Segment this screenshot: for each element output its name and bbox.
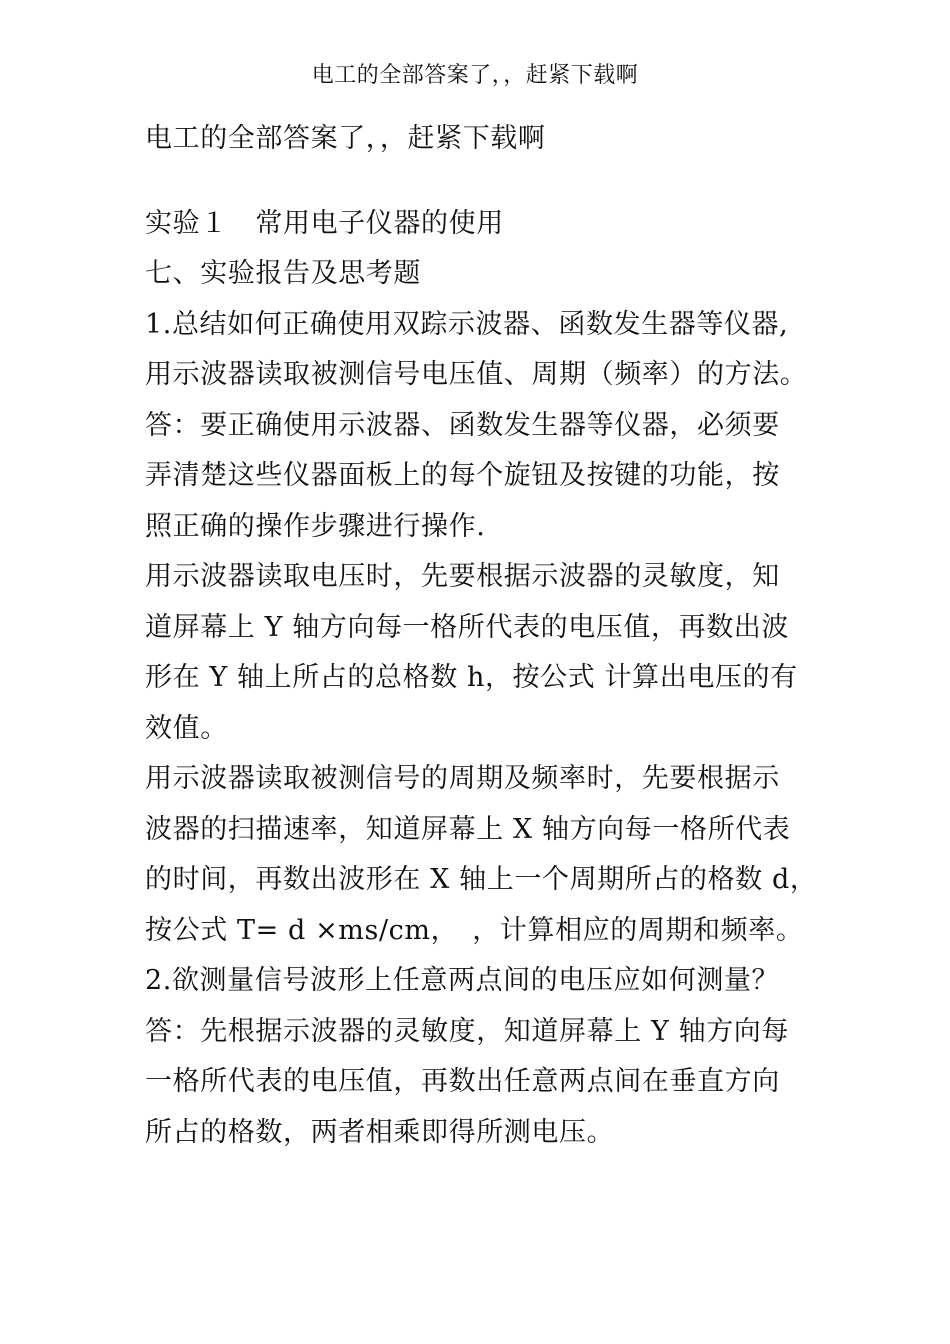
experiment-title: 实验１ 常用电子仪器的使用 (145, 207, 504, 239)
voltage-paragraph-line-1: 用示波器读取电压时，先要根据示波器的灵敏度，知 (145, 561, 780, 592)
period-paragraph-line-3: 的时间，再数出波形在 X 轴上一个周期所占的格数 d， (145, 864, 818, 895)
answer-2-line-3: 所占的格数，两者相乘即得所测电压。 (145, 1116, 615, 1148)
answer-2-line-2: 一格所代表的电压值，再数出任意两点间在垂直方向 (145, 1066, 780, 1097)
question-2: 2.欲测量信号波形上任意两点间的电压应如何测量？ (145, 965, 780, 996)
answer-1-line-2: 弄清楚这些仪器面板上的每个旋钮及按键的功能，按 (145, 460, 780, 491)
blank-spacer (145, 165, 815, 199)
answer-2-line-1: 答：先根据示波器的灵敏度，知道屏幕上 Y 轴方向每 (145, 1015, 789, 1047)
voltage-paragraph-line-3: 形在 Y 轴上所占的总格数 h，按公式 计算出电压的有 (145, 662, 798, 693)
period-paragraph-line-2: 波器的扫描速率，知道屏幕上 X 轴方向每一格所代表 (145, 813, 791, 845)
question-1-line-1: 1.总结如何正确使用双踪示波器、函数发生器等仪器, (145, 308, 789, 340)
section-heading: 七、实验报告及思考题 (145, 258, 421, 289)
page-header: 电工的全部答案了，，赶紧下载啊 (311, 63, 639, 88)
period-paragraph-line-4: 按公式 T= d ×ms/cm， ，计算相应的周期和频率。 (145, 914, 804, 946)
voltage-paragraph-line-4: 效值。 (145, 712, 228, 744)
period-paragraph-line-1: 用示波器读取被测信号的周期及频率时，先要根据示 (145, 763, 780, 794)
answer-1-line-3: 照正确的操作步骤进行操作. (145, 510, 486, 542)
voltage-paragraph-line-2: 道屏幕上 Y 轴方向每一格所代表的电压值，再数出波 (145, 611, 789, 643)
answer-1-line-1: 答：要正确使用示波器、函数发生器等仪器，必须要 (145, 409, 780, 441)
question-1-line-2: 用示波器读取被测信号电压值、周期（频率）的方法。 (145, 359, 808, 390)
document-body (145, 114, 818, 1158)
intro-line: 电工的全部答案了，，赶紧下载啊 (145, 123, 546, 154)
